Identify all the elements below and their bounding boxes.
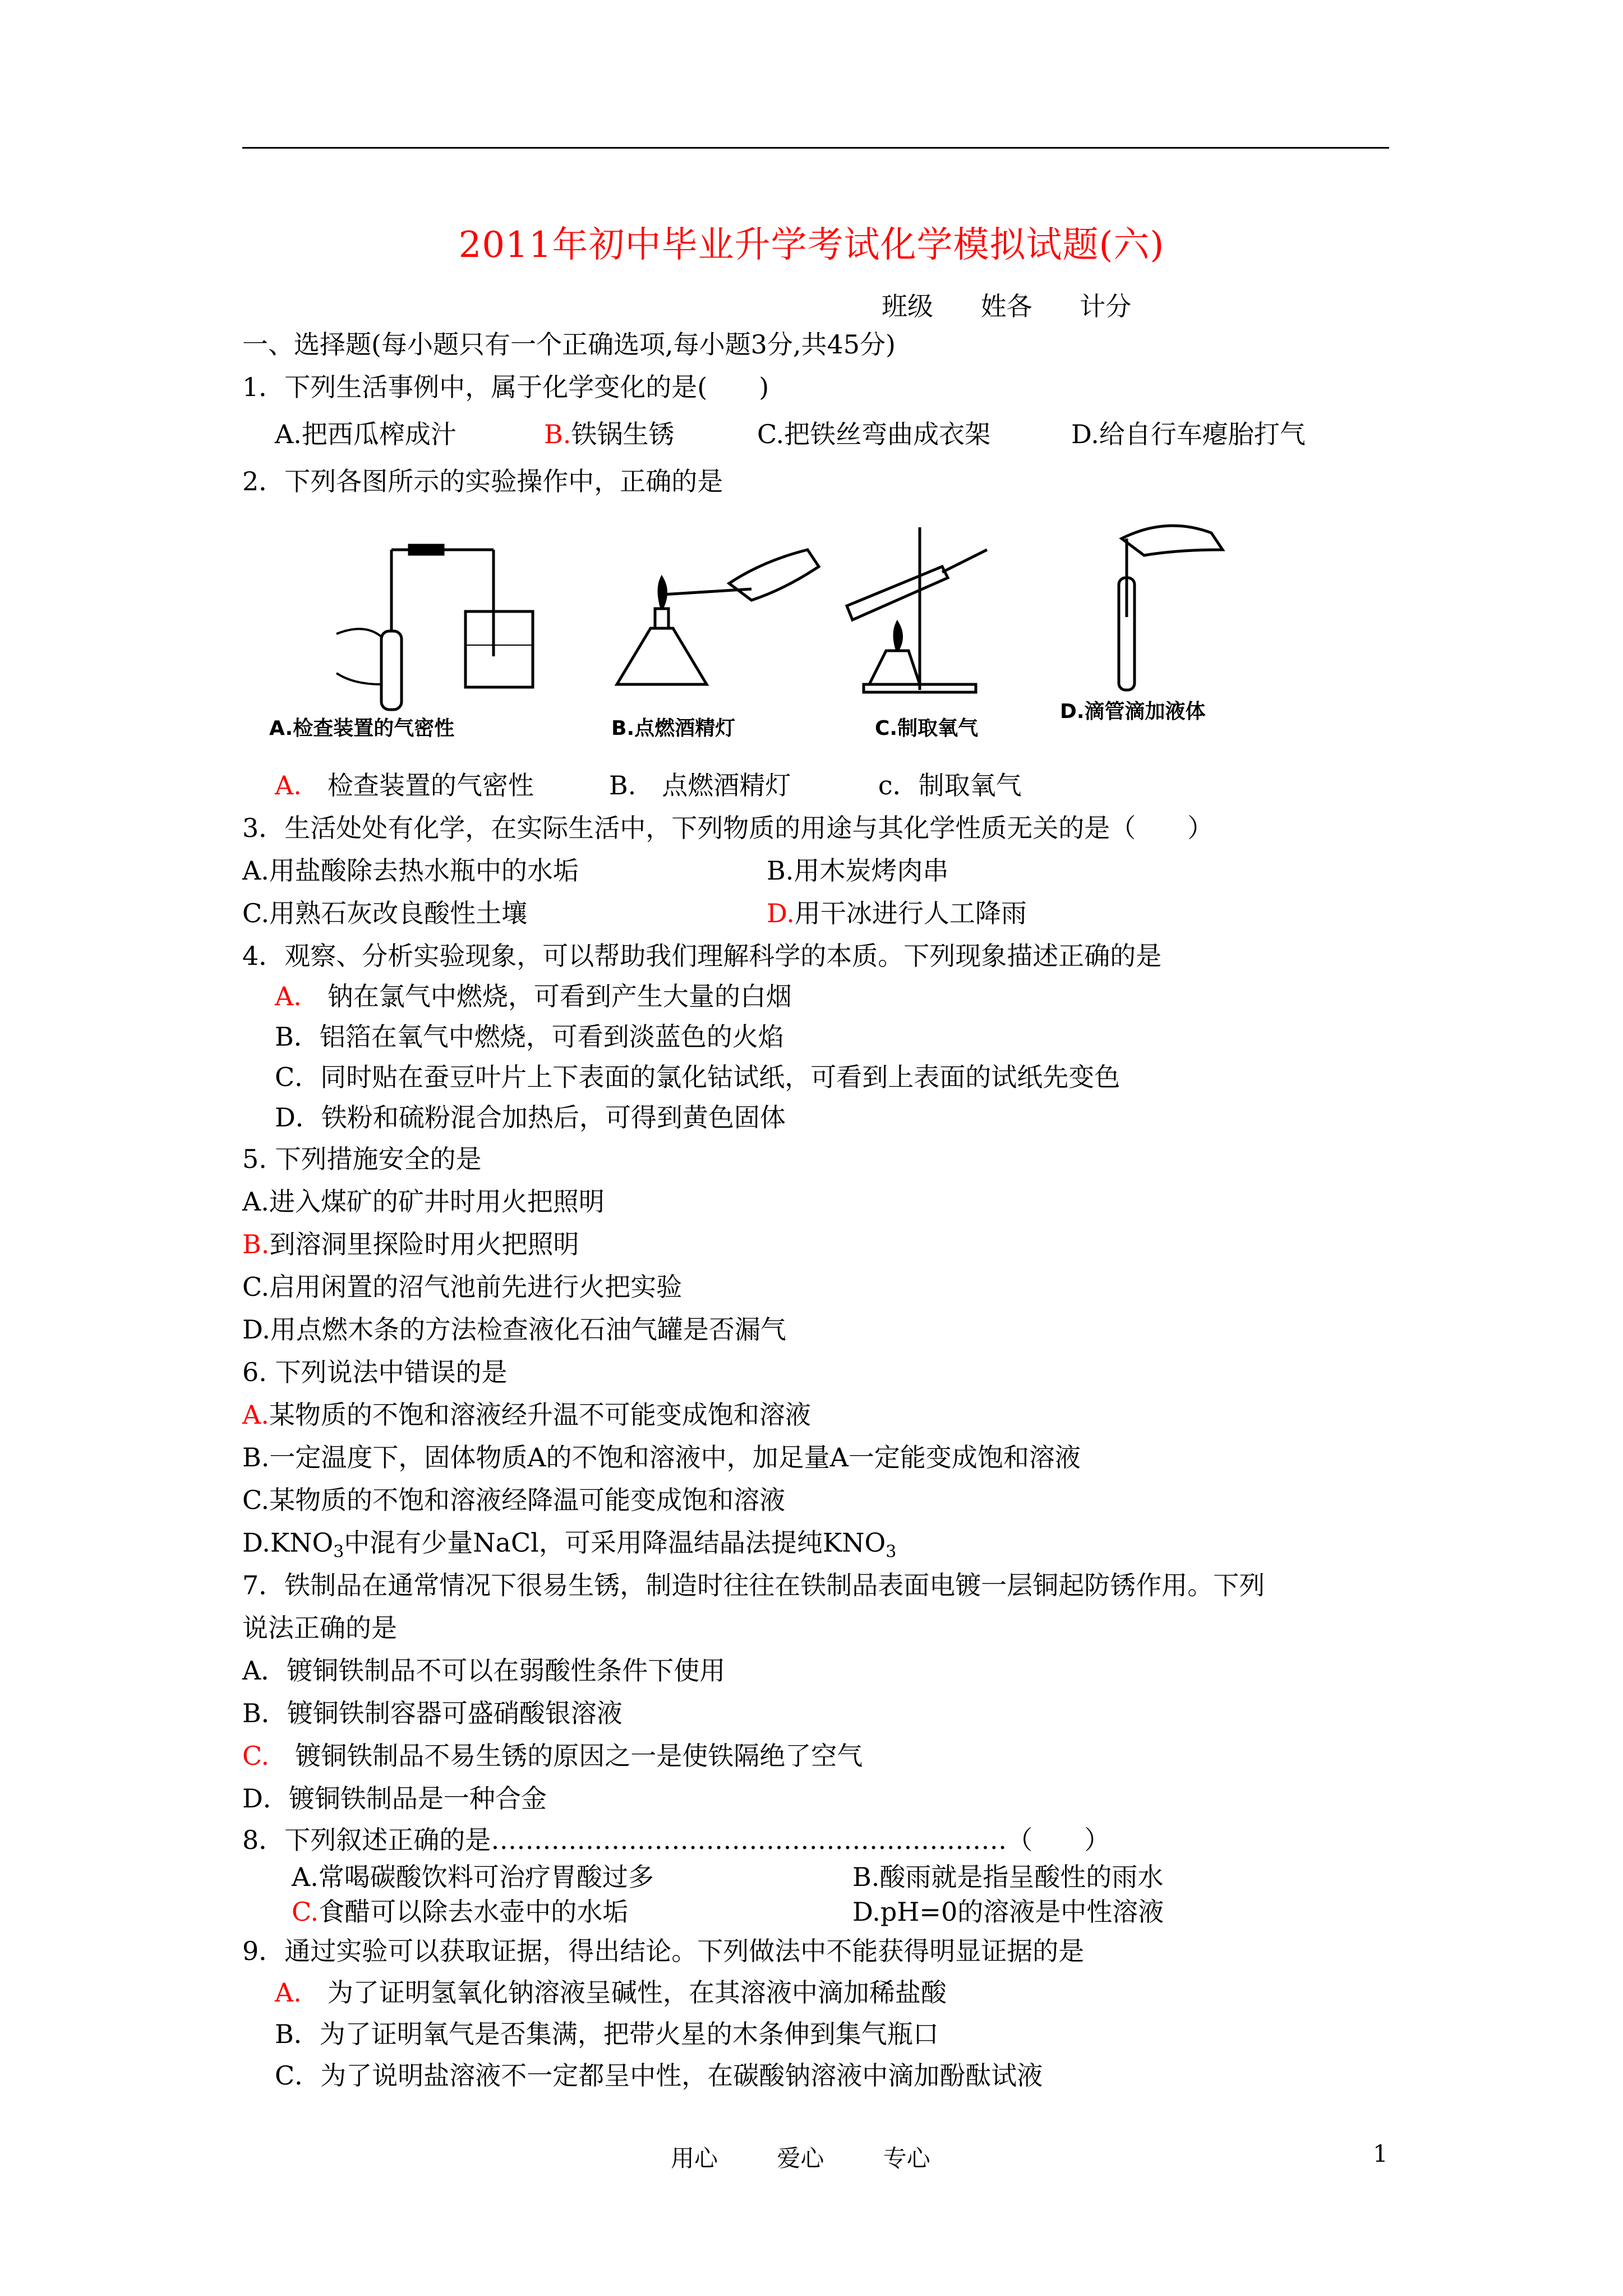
q4-option-d: D．铁粉和硫粉混合加热后，可得到黄色固体 [275,1102,786,1133]
q5-option-d: D.用点燃木条的方法检查液化石油气罐是否漏气 [242,1314,786,1345]
q4-option-a-letter: A. [275,981,302,1011]
q4-option-c: C．同时贴在蚕豆叶片上下表面的氯化钴试纸，可看到上表面的试纸先变色 [275,1062,1121,1092]
q5-option-b-letter: B. [242,1229,270,1259]
q7-stem-line2: 说法正确的是 [242,1613,397,1643]
q2-answer-c: c．制取氧气 [878,770,1022,800]
q4-option-a [275,982,792,1011]
q6-option-a [242,1400,811,1430]
q9-option-b: B．为了证明氧气是否集满，把带火星的木条伸到集气瓶口 [275,2019,939,2049]
q3-option-c: C.用熟石灰改良酸性土壤 [242,898,528,928]
footer-text-3: 专心 [883,2145,930,2172]
q6-option-d-part2: 中混有少量NaCl，可采用降温结晶法提纯KNO [344,1527,886,1558]
score-field: 计分 [1080,291,1132,321]
q3-option-a: A.用盐酸除去热水瓶中的水垢 [242,855,579,886]
q2-answer-line [275,771,1022,800]
q8-option-c-letter: C. [292,1897,319,1927]
q6-option-d-sub1: 3 [333,1542,344,1562]
header-fields [882,286,1170,323]
q6-option-d [242,1528,896,1562]
q6-option-d-part1: D.KNO [242,1527,334,1558]
q2-answer-b: B. 点燃酒精灯 [608,770,791,800]
figure-d-dropper [1119,526,1223,690]
q5-stem: 5. 下列措施安全的是 [242,1144,482,1174]
q1-option-d: D.给自行车瘪胎打气 [1071,419,1306,449]
figure-label-c: C.制取氧气 [875,717,979,740]
q8-options-ab [292,1862,1163,1892]
footer-text-2: 爱心 [777,2145,824,2172]
q6-option-a-text: 某物质的不饱和溶液经升温不可能变成饱和溶液 [269,1400,811,1430]
page-title: 2011年初中毕业升学考试化学模拟试题(六) [458,224,1165,266]
footer-text-1: 用心 [671,2145,718,2172]
q3-options-ab [242,856,948,886]
q7-option-b: B．镀铜铁制容器可盛硝酸银溶液 [242,1698,623,1728]
q1-option-b [544,420,757,449]
q1-options [275,420,1306,449]
q8-option-c-text: 食醋可以除去水壶中的水垢 [319,1897,629,1927]
q7-option-c [242,1741,863,1771]
q6-option-c: C.某物质的不饱和溶液经降温可能变成饱和溶液 [242,1485,786,1515]
header-rule [242,147,1389,149]
q5-option-b [242,1230,579,1259]
figure-label-a: A.检查装置的气密性 [269,717,455,740]
q3-option-d-text: 用干冰进行人工降雨 [794,898,1027,928]
q3-option-b: B.用木炭烤肉串 [767,855,949,886]
q3-option-d [767,899,1027,928]
q9-option-a-letter: A. [275,1977,302,2008]
q1-option-c: C.把铁丝弯曲成衣架 [757,419,991,449]
figure-label-d: D.滴管滴加液体 [1060,700,1206,723]
q4-stem: 4．观察、分析实验现象，可以帮助我们理解科学的本质。下列现象描述正确的是 [242,941,1162,971]
q8-options-cd [292,1897,1164,1927]
q8-option-c [292,1897,852,1927]
q6-stem: 6. 下列说法中错误的是 [242,1357,508,1387]
q7-option-d: D．镀铜铁制品是一种合金 [242,1783,547,1814]
q3-stem: 3．生活处处有化学，在实际生活中，下列物质的用途与其化学性质无关的是（ ） [242,813,1214,843]
q4-option-b: B．铝箔在氧气中燃烧，可看到淡蓝色的火焰 [275,1022,784,1052]
q6-option-a-letter: A. [242,1400,269,1430]
q3-option-d-letter: D. [767,898,795,928]
q9-option-c: C．为了说明盐溶液不一定都呈中性，在碳酸钠溶液中滴加酚酞试液 [275,2060,1043,2091]
section-heading: 一、选择题(每小题只有一个正确选项,每小题3分,共45分) [242,329,896,360]
figure-b-alcohol-lamp [617,550,819,684]
q5-option-a: A.进入煤矿的矿井时用火把照明 [242,1186,605,1217]
q2-experiment-figure [269,516,1256,746]
q7-stem-line1: 7．铁制品在通常情况下很易生锈，制造时往往在铁制品表面电镀一层铜起防锈作用。下列 [242,1570,1265,1600]
q8-option-b: B.酸雨就是指呈酸性的雨水 [852,1862,1164,1892]
q7-option-c-text: 镀铜铁制品不易生锈的原因之一是使铁隔绝了空气 [269,1741,863,1771]
class-field: 班级 [882,291,933,321]
page-number: 1 [1373,2140,1388,2168]
q5-option-b-text: 到溶洞里探险时用火把照明 [269,1229,579,1259]
q1-option-b-letter: B. [544,419,571,449]
q2-answer-a-letter: A. [275,770,302,800]
q7-option-c-letter: C. [242,1741,270,1771]
q1-stem: 1．下列生活事例中，属于化学变化的是( ) [242,372,769,402]
page-footer [671,2140,982,2174]
q9-stem: 9．通过实验可以获取证据，得出结论。下列做法中不能获得明显证据的是 [242,1936,1085,1966]
q7-option-a: A．镀铜铁制品不可以在弱酸性条件下使用 [242,1655,726,1686]
q2-stem: 2．下列各图所示的实验操作中，正确的是 [242,466,723,496]
q1-option-a: A.把西瓜榨成汁 [275,419,457,449]
q8-stem: 8．下列叙述正确的是……………………………………………………（ ） [242,1825,1110,1855]
q9-option-a-text: 为了证明氢氧化钠溶液呈碱性，在其溶液中滴加稀盐酸 [301,1977,947,2008]
q2-answer-a: 检查装置的气密性 [301,770,534,800]
name-field: 姓各 [980,291,1032,321]
q3-options-cd [242,899,1027,928]
q4-option-a-text: 钠在氯气中燃烧，可看到产生大量的白烟 [301,981,792,1011]
q5-option-c: C.启用闲置的沼气池前先进行火把实验 [242,1272,683,1302]
q9-option-a [275,1978,947,2008]
q8-option-a: A.常喝碳酸饮料可治疗胃酸过多 [292,1862,654,1892]
q6-option-d-sub2: 3 [886,1542,897,1562]
q1-option-b-text: 铁锅生锈 [571,419,675,449]
q8-option-d: D.pH=0的溶液是中性溶液 [852,1897,1164,1927]
figure-label-b: B.点燃酒精灯 [611,717,736,740]
figure-c-oxygen [847,527,987,692]
figure-a-airtightness [336,545,533,710]
q6-option-b: B.一定温度下，固体物质A的不饱和溶液中，加足量A一定能变成饱和溶液 [242,1442,1081,1473]
